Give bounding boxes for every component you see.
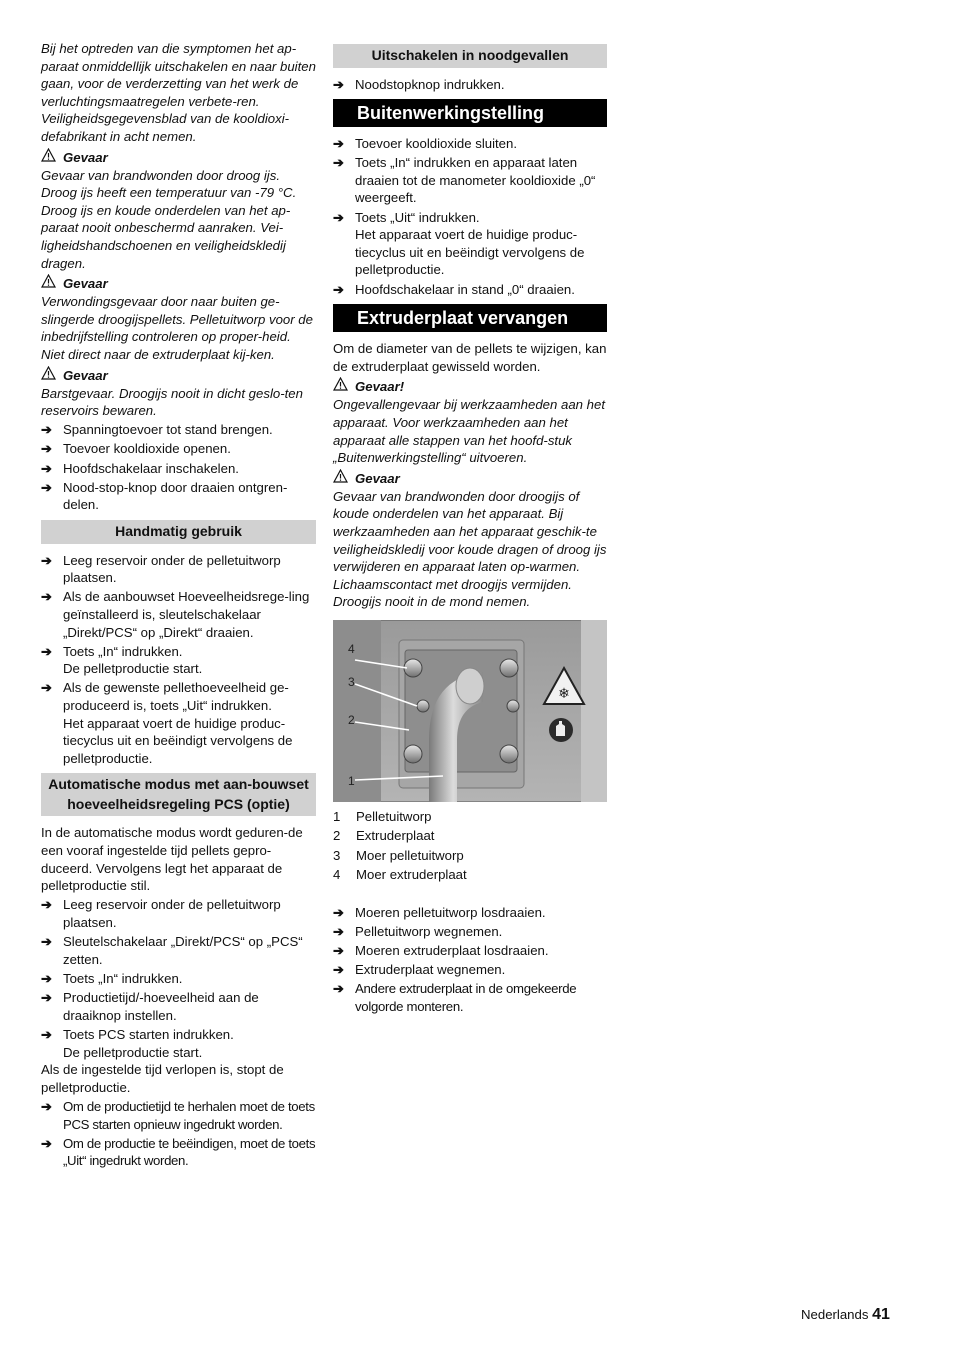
warning-triangle-icon (41, 148, 57, 167)
arrow-right-icon: ➔ (333, 904, 345, 920)
arrow-right-icon: ➔ (41, 1135, 53, 1151)
warning-heading (333, 469, 607, 488)
arrow-right-icon: ➔ (333, 136, 345, 152)
list-item: ➔ Toets PCS starten indrukken. (41, 1026, 234, 1042)
list-item: ➔ Om de productietijd te herhalen moet de toets PCS starten opnieuw ingedrukt worden. (41, 1098, 315, 1132)
auto-intro: In de automatische modus wordt geduren-de een vooraf ingestelde tijd pellets gepro-duceerd. Vervolgens legt het apparaat de pelletproductie stil. (41, 825, 303, 894)
list-item: ➔ Noodstopknop indrukken. (333, 76, 505, 92)
warning-text: Gevaar van brandwonden door droogijs of koude onderdelen van het apparaat. Bij werkzaamheden aan het apparaat geschik-te veiligheidskledij voor koude dragen of droog ijs verwijderen en apparaat laten op-warmen. (333, 488, 607, 575)
warning-label: Gevaar! (355, 379, 405, 395)
list-item: ➔ Productietijd/-hoeveelheid aan de draaiknop instellen. (41, 990, 259, 1023)
arrow-right-icon: ➔ (41, 970, 53, 986)
step-result: De pelletproductie start. (63, 1044, 203, 1060)
arrow-right-icon: ➔ (333, 281, 345, 297)
list-item: ➔ Pelletuitworp wegnemen. (333, 923, 503, 939)
list-item: ➔ Toevoer kooldioxide sluiten. (333, 136, 518, 152)
step-result: De pelletproductie start. (63, 661, 203, 677)
intro-text-2: Veiligheidsgegevensblad van de kooldioxi-defabrikant in acht nemen. (41, 111, 290, 144)
arrow-right-icon: ➔ (41, 479, 53, 495)
section-heading-emergency: Uitschakelen in noodgevallen (333, 44, 607, 68)
section-heading-manual: Handmatig gebruik (41, 520, 316, 544)
extruder-intro: Om de diameter van de pellets te wijzigen, kan de extruderplaat gewisseld worden. (333, 341, 607, 374)
arrow-right-icon: ➔ (333, 76, 345, 92)
warning-text: Barstgevaar. Droogijs nooit in dicht geslo-ten reservoirs bewaren. (41, 385, 303, 419)
warning-heading (333, 377, 607, 396)
list-item: ➔ Andere extruderplaat in de omgekeerde volgorde monteren. (333, 981, 577, 1014)
warning-triangle-icon (333, 377, 349, 396)
right-column (333, 38, 607, 1015)
page-number: 41 (872, 1306, 890, 1323)
auto-after: Als de ingestelde tijd verlopen is, stopt de pelletproductie. (41, 1062, 284, 1095)
arrow-right-icon: ➔ (333, 155, 345, 171)
list-item: ➔ Leeg reservoir onder de pelletuitworp plaatsen. (41, 897, 281, 930)
section-heading-extruder: Extruderplaat vervangen (333, 304, 607, 332)
warning-label: Gevaar (63, 367, 108, 383)
arrow-right-icon: ➔ (333, 942, 345, 958)
warning-heading (41, 366, 316, 385)
list-item: ➔ Toets „In“ indrukken. (41, 970, 183, 986)
list-item: ➔ Toets „In“ indrukken en apparaat laten draaien tot de manometer kooldioxide „0“ weergeeft. (333, 155, 596, 206)
step-result: Het apparaat voert de huidige produc-tiecyclus uit en beëindigt vervolgens de pelletproductie. (355, 227, 585, 278)
list-item: ➔ Toevoer kooldioxide openen. (41, 441, 231, 457)
warning-heading (41, 148, 316, 167)
list-item: ➔ Moeren pelletuitworp losdraaien. (333, 904, 546, 920)
arrow-right-icon: ➔ (41, 680, 53, 696)
list-item: ➔ Om de productie te beëindigen, moet de toets „Uit“ ingedrukt worden. (41, 1135, 316, 1169)
warning-text: Verwondingsgevaar door naar buiten ge-slingerde droogijspellets. Pelletuitworp voor de inbedrijfstelling controleren op proper-heid. Niet direct naar de extruderplaat kij-ken. (41, 294, 313, 362)
list-item: ➔ Spanningtoevoer tot stand brengen. (41, 422, 273, 438)
arrow-right-icon: ➔ (41, 441, 53, 457)
legend-item: 3 Moer pelletuitworp (333, 847, 464, 863)
photo-callout: 1 (348, 773, 355, 788)
arrow-right-icon: ➔ (41, 1026, 53, 1042)
list-item: ➔ Extruderplaat wegnemen. (333, 962, 506, 978)
arrow-right-icon: ➔ (41, 460, 53, 476)
arrow-right-icon: ➔ (41, 990, 53, 1006)
warning-triangle-icon (41, 274, 57, 293)
arrow-right-icon: ➔ (41, 643, 53, 659)
warning-triangle-icon (41, 366, 57, 385)
list-item: ➔ Als de gewenste pellethoeveelheid ge-produceerd is, toets „Uit“ indrukken. (41, 680, 289, 714)
arrow-right-icon: ➔ (41, 589, 53, 605)
page-footer (801, 1306, 890, 1324)
arrow-right-icon: ➔ (333, 923, 345, 939)
section-heading-shutdown: Buitenwerkingstelling (333, 99, 607, 127)
warning-heading (41, 274, 316, 293)
warning-label: Gevaar (63, 276, 108, 292)
svg-text:❄: ❄ (558, 685, 570, 702)
photo-callout: 4 (348, 641, 355, 656)
warning-label: Gevaar (355, 470, 400, 486)
arrow-right-icon: ➔ (41, 1098, 53, 1114)
warning-text: Ongevallengevaar bij werkzaamheden aan het apparaat. Voor werkzaamheden aan het apparaat alle stappen van het hoofd-stuk „Buitenwerkingstelling“ uitvoeren. (333, 397, 605, 466)
arrow-right-icon: ➔ (333, 962, 345, 978)
list-item: ➔ Toets „In“ indrukken. (41, 643, 183, 659)
photo-callout: 3 (348, 674, 355, 689)
list-item: ➔ Moeren extruderplaat losdraaien. (333, 942, 549, 958)
list-item: ➔ Leeg reservoir onder de pelletuitworp plaatsen. (41, 552, 281, 586)
warning-label: Gevaar (63, 149, 108, 165)
arrow-right-icon: ➔ (333, 209, 345, 225)
warning-text: Gevaar van brandwonden door droog ijs. Droog ijs heeft een temperatuur van -79 °C. Droog ijs en koude onderdelen van het ap-paraat nooit onbeschermd aanraken. Vei-ligheidshandschoenen en veiligheidskledij dragen. (41, 167, 297, 271)
photo-callout: 2 (348, 712, 355, 727)
arrow-right-icon: ➔ (41, 934, 53, 950)
warning-triangle-icon (333, 469, 349, 488)
arrow-right-icon: ➔ (41, 897, 53, 913)
legend-item: 1 Pelletuitworp (333, 808, 432, 824)
intro-text: Bij het optreden van die symptomen het ap-paraat onmiddellijk uitschakelen en naar buiten gaan, voor de verderzetting van het werk de verluchtingsmaatregelen verbete-ren. (41, 41, 316, 109)
list-item: ➔ Hoofdschakelaar in stand „0“ draaien. (333, 281, 575, 297)
arrow-right-icon: ➔ (41, 422, 53, 438)
list-item: ➔ Als de aanbouwset Hoeveelheidsrege-ling geïnstalleerd is, sleutelschakelaar „Direkt/PCS“ op „Direkt“ draaien. (41, 589, 310, 640)
list-item: ➔ Toets „Uit“ indrukken. (333, 209, 480, 225)
arrow-right-icon: ➔ (333, 981, 345, 997)
warning-text: Lichaamscontact met droogijs vermijden. Droogijs nooit in de mond nemen. (333, 576, 572, 610)
extruder-photo (333, 620, 607, 802)
legend-item: 4 Moer extruderplaat (333, 867, 467, 883)
footer-language: Nederlands (801, 1307, 869, 1322)
section-heading-auto: Automatische modus met aan-bouwset hoeveelheidsregeling PCS (optie) (41, 773, 316, 816)
list-item: ➔ Nood-stop-knop door draaien ontgren-delen. (41, 479, 288, 513)
list-item: ➔ Hoofdschakelaar inschakelen. (41, 460, 239, 476)
list-item: ➔ Sleutelschakelaar „Direkt/PCS“ op „PCS“ zetten. (41, 934, 303, 967)
legend-item: 2 Extruderplaat (333, 828, 435, 844)
step-result: Het apparaat voert de huidige produc-tiecyclus uit en beëindigt vervolgens de pelletproductie. (63, 715, 293, 766)
arrow-right-icon: ➔ (41, 552, 53, 568)
left-column (41, 40, 316, 1170)
